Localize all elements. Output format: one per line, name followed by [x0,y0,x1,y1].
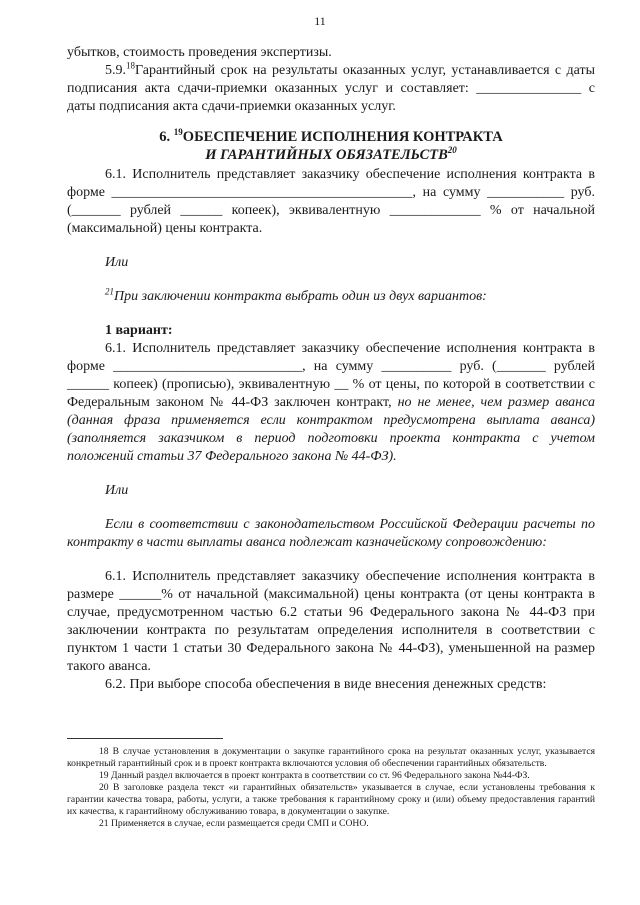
footnote-separator [67,738,223,739]
clause-6-1-variant-1-note: но не менее, чем размер аванса (данная фраза применяется если контрактом предусмотрена выплата аванса) (заполняется заказчиком в период подготовки проекта контракта с учетом положений статьи 37 Федерального закона № 44-ФЗ). [67,395,595,464]
clause-6-1-variant-1 [67,340,595,466]
document-body [67,44,595,694]
clause-5-9 [67,62,595,116]
section-6-heading [67,128,595,164]
clause-5-9-text: Гарантийный срок на результаты оказанных услуг, устанавливается с даты подписания акта сдачи-приемки оказанных услуг и составляет: _______________ с даты подписания акта сдачи-приемки оказанных услуг. [67,63,595,114]
footnote-ref-21[interactable]: 21 [105,286,114,297]
clause-6-1-treasury: 6.1. Исполнитель представляет заказчику обеспечение исполнения контракта в размере ______% от начальной (максимальной) цены контракта (от цены контракта в случае, предусмотренном частью 6.2 статьи 96 Федерального закона № 44-ФЗ при заключении контракта по результатам определения исполнителя в соответствии с пунктом 1 части 1 статьи 30 Федерального закона № 44-ФЗ), уменьшенной на размер такого аванса. [67,569,595,674]
continuation-text: убытков, стоимость проведения экспертизы. [67,45,332,60]
section-6-number: 6. [159,129,171,145]
footnotes [67,746,595,830]
or-label-2: Или [105,483,129,498]
footnote-ref-18[interactable]: 18 [126,60,135,71]
treasury-condition: Если в соответствии с законодательством Российской Федерации расчеты по контракту в части выплаты аванса подлежат казначейскому сопровождению: [67,517,595,550]
variant-1-label: 1 вариант: [105,323,173,338]
clause-6-1-variant-1-text: 6.1. Исполнитель представляет заказчику обеспечение исполнения контракта в форме ___________________________, на сумму __________ руб. (_______ рублей ______ копеек) (прописью), эквивалентную __ % от цены, по которой в соответствии с Федеральным законом № 44-ФЗ заключен контракт, [67,341,595,410]
clause-6-1-general: 6.1. Исполнитель представляет заказчику обеспечение исполнения контракта в форме ___________________________________________, на сумму ___________ руб. (_______ рублей ______ копеек), эквивалентную _____________ % от начальной (максимальной) цены контракта. [67,167,595,236]
footnote-ref-20[interactable]: 20 [447,145,457,156]
footnote-19: 19 Данный раздел включается в проект контракта в соответствии со ст. 96 Федерального закона №44-ФЗ. [99,770,530,781]
section-6-title-line2: И ГАРАНТИЙНЫХ ОБЯЗАТЕЛЬСТВ [205,147,448,163]
clause-5-9-number: 5.9. [105,63,126,78]
page-number: 11 [314,14,326,28]
footnote-20: 20 В заголовке раздела текст «и гарантийных обязательств» указывается в случае, если установлены требования к гарантии качества товара, работы, услуги, а также требования к гарантийному сроку и (или) объему предоставления гарантий их качества, к гарантийному обслуживанию товара, в документации о закупке. [67,782,595,817]
variant-instruction-text: При заключении контракта выбрать один из двух вариантов: [114,289,487,304]
or-label-1: Или [105,255,129,270]
footnote-ref-19[interactable]: 19 [173,127,183,138]
footnote-18: 18 В случае установления в документации о закупке гарантийного срока на результат оказанных услуг, указывается конкретный гарантийный срок и в проект контракта включаются условия об обеспечении гарантийных обязательств. [67,746,595,769]
footnote-21: 21 Применяется в случае, если размещается среди СМП и СОНО. [99,818,369,829]
variant-instruction [67,288,595,306]
section-6-title-line1: ОБЕСПЕЧЕНИЕ ИСПОЛНЕНИЯ КОНТРАКТА [182,129,503,145]
clause-6-2: 6.2. При выборе способа обеспечения в виде внесения денежных средств: [105,677,547,692]
